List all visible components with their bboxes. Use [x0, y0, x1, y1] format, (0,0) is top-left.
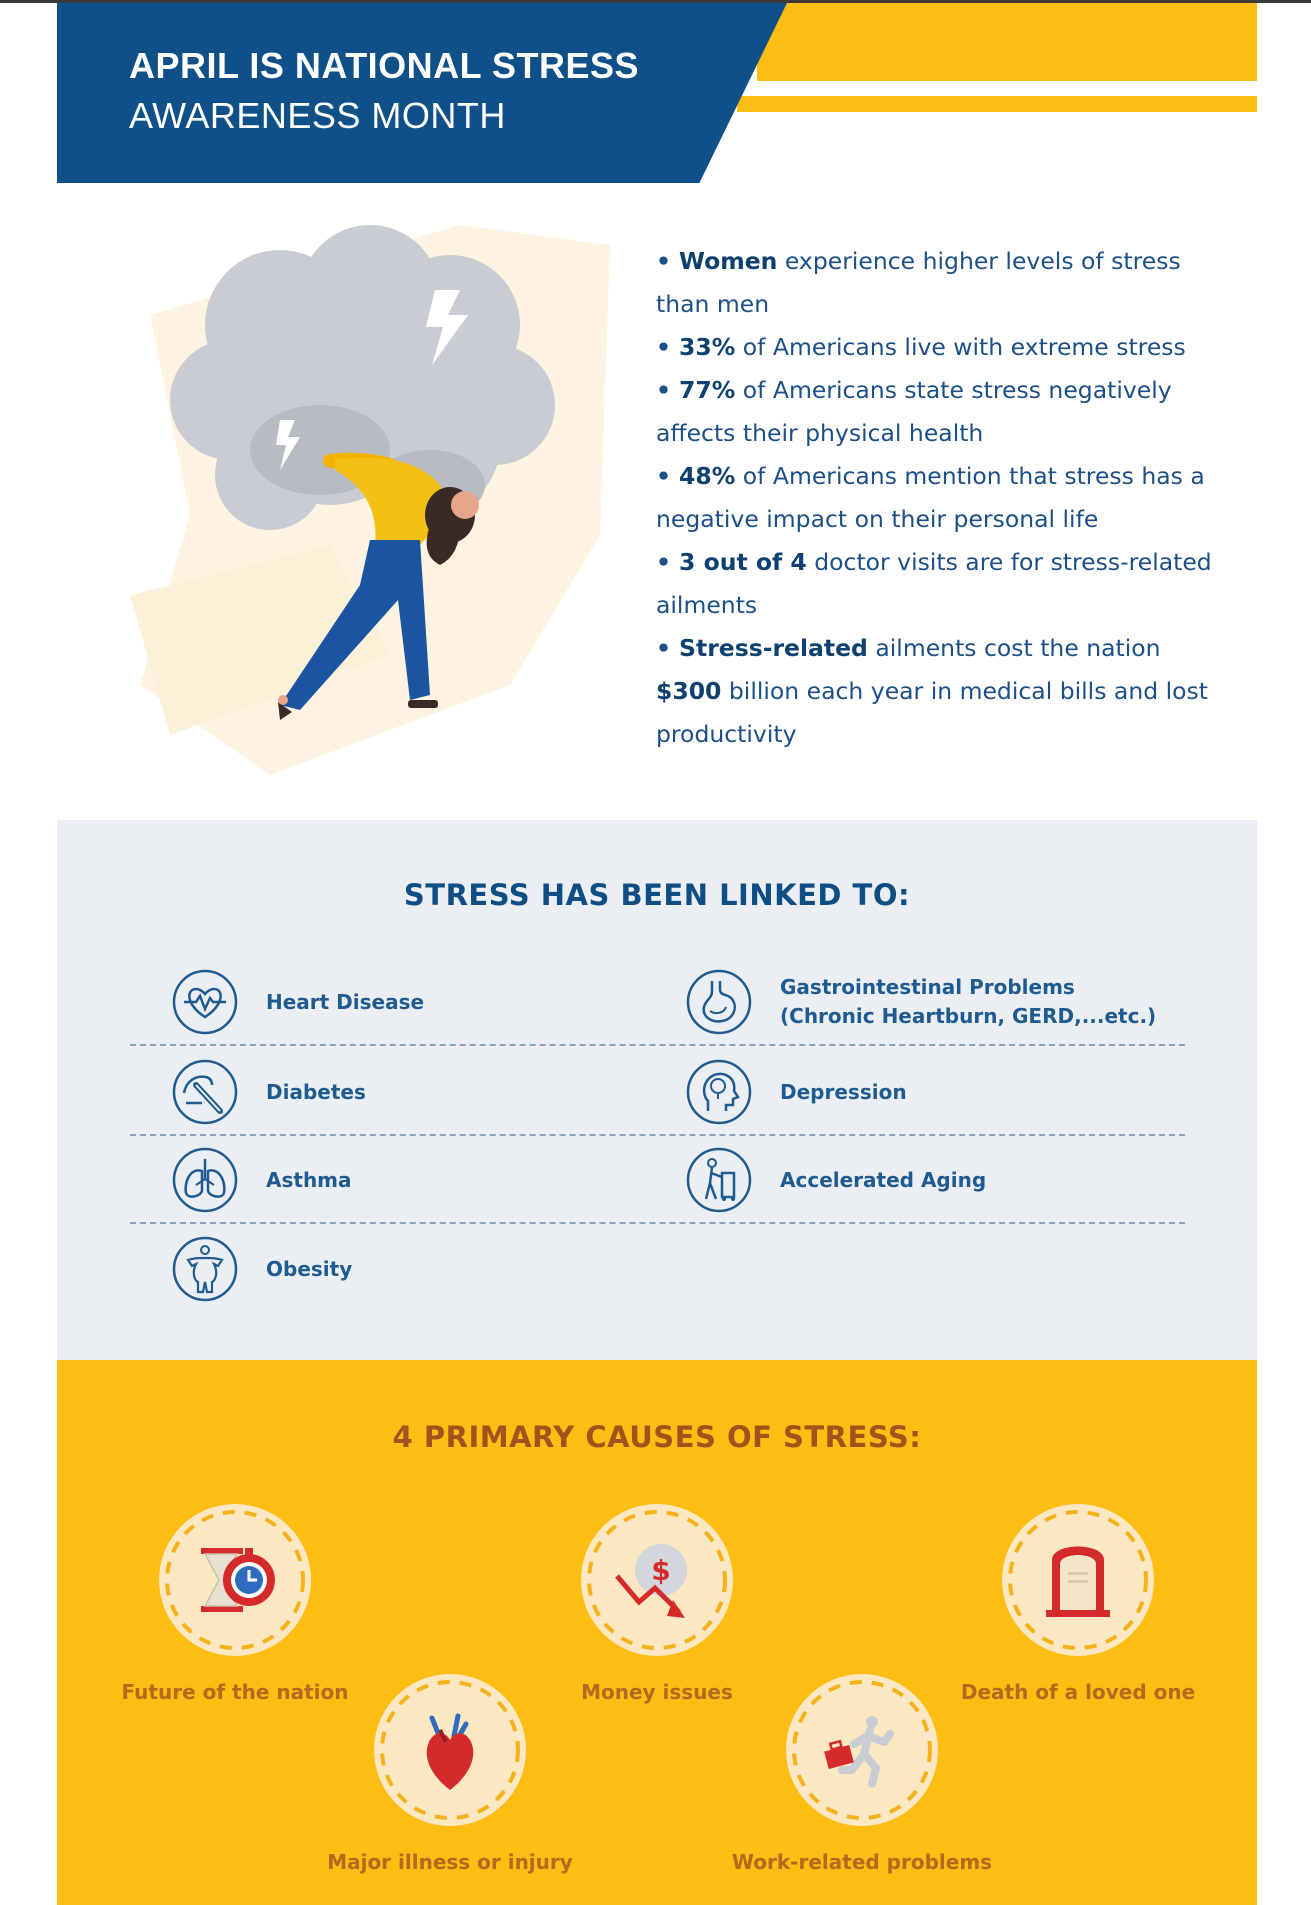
- linked-section-title: STRESS HAS BEEN LINKED TO:: [403, 878, 911, 912]
- linked-item-label: Depression: [780, 1079, 907, 1104]
- page-title-line2: AWARENESS MONTH: [129, 95, 506, 136]
- fact-text: experience higher levels of stress than men: [656, 247, 1181, 318]
- fact-text: of Americans mention that stress has a negative impact on their personal life: [656, 462, 1205, 533]
- linked-item-obesity: [172, 1225, 352, 1313]
- header-yellow-block: [757, 3, 1257, 81]
- causes-section-title: 4 PRIMARY CAUSES OF STRESS:: [392, 1420, 922, 1454]
- hourglass-clock-icon: [159, 1504, 311, 1656]
- cause-death-label: Death of a loved one: [960, 1680, 1196, 1704]
- cause-work-circle: [786, 1674, 938, 1826]
- linked-item-label: Gastrointestinal Problems: [780, 975, 1075, 999]
- linked-item-heart-disease: [172, 958, 424, 1046]
- heart-icon: [374, 1674, 526, 1826]
- linked-item-depression: [686, 1048, 907, 1136]
- fact-highlight: 33%: [679, 333, 736, 361]
- cause-money-circle: [581, 1504, 733, 1656]
- linked-item-label: Obesity: [266, 1256, 353, 1281]
- fact-highlight: 48%: [679, 462, 736, 490]
- stressed-woman-illustration: [130, 215, 630, 795]
- fact-item: • 77% of Americans state stress negatively affects their physical health: [656, 376, 1172, 447]
- fact-highlight: 3 out of 4: [679, 548, 807, 576]
- fact-item: • Stress-related ailments cost the nation $300 billion each year in medical bills and lost productivity: [656, 634, 1208, 748]
- cause-work-label: Work-related problems: [731, 1850, 993, 1874]
- fact-highlight-amount: $300: [656, 677, 722, 705]
- cause-money-label: Money issues: [581, 1680, 733, 1704]
- fact-item: • 48% of Americans mention that stress has a negative impact on their personal life: [656, 462, 1205, 533]
- blood-test-icon: [172, 1059, 238, 1125]
- stress-linked-section: [57, 820, 1257, 1360]
- linked-row: [130, 958, 1185, 1046]
- fact-item: • 3 out of 4 doctor visits are for stress-related ailments: [656, 548, 1212, 619]
- fact-highlight: Stress-related: [679, 634, 868, 662]
- fact-item: • 33% of Americans live with extreme stress: [656, 333, 1186, 361]
- linked-item-aging: [686, 1136, 986, 1224]
- fact-text: billion each year in medical bills and lost productivity: [656, 677, 1208, 748]
- linked-item-diabetes: [172, 1048, 366, 1136]
- primary-causes-section: [57, 1360, 1257, 1905]
- linked-row: [130, 1225, 1185, 1313]
- linked-item-sublabel: (Chronic Heartburn, GERD,...etc.): [780, 1004, 1157, 1028]
- cause-illness-circle: [374, 1674, 526, 1826]
- fact-item: • Women experience higher levels of stress than men: [656, 247, 1181, 318]
- svg-text:$: $: [651, 1554, 671, 1587]
- linked-item-gastro: [686, 958, 1156, 1046]
- fact-text: doctor visits are for stress-related ailments: [656, 548, 1212, 619]
- lungs-icon: [172, 1147, 238, 1213]
- linked-row: [130, 1048, 1185, 1136]
- cause-illness-label: Major illness or injury: [327, 1850, 573, 1874]
- running-briefcase-icon: [786, 1674, 938, 1826]
- cause-future-label: Future of the nation: [121, 1680, 349, 1704]
- stomach-icon: [686, 969, 752, 1035]
- page-title-line1: APRIL IS NATIONAL STRESS: [129, 45, 640, 86]
- linked-row: [130, 1136, 1185, 1224]
- page-title: [129, 41, 639, 141]
- money-down-icon: [581, 1504, 733, 1656]
- fact-text: of Americans live with extreme stress: [735, 333, 1186, 361]
- linked-item-label: Asthma: [266, 1167, 352, 1192]
- walker-elderly-icon: [686, 1147, 752, 1213]
- heart-pulse-icon: [172, 969, 238, 1035]
- cause-death-circle: [1002, 1504, 1154, 1656]
- cause-future-circle: [159, 1504, 311, 1656]
- linked-item-label: Diabetes: [266, 1079, 366, 1104]
- body-obesity-icon: [172, 1236, 238, 1302]
- fact-highlight: 77%: [679, 376, 736, 404]
- gastro-label-block: [780, 973, 1156, 1031]
- header-banner: [57, 3, 1257, 183]
- fact-highlight: Women: [679, 247, 778, 275]
- linked-item-label: Accelerated Aging: [780, 1167, 987, 1192]
- header-yellow-stripe: [737, 96, 1257, 112]
- stress-facts-list: [656, 240, 1216, 756]
- gravestone-icon: [1002, 1504, 1154, 1656]
- head-brain-icon: [686, 1059, 752, 1125]
- fact-text: of Americans state stress negatively affects their physical health: [656, 376, 1172, 447]
- fact-text: ailments cost the nation: [867, 634, 1161, 662]
- linked-item-label: Heart Disease: [266, 989, 425, 1014]
- linked-item-asthma: [172, 1136, 352, 1224]
